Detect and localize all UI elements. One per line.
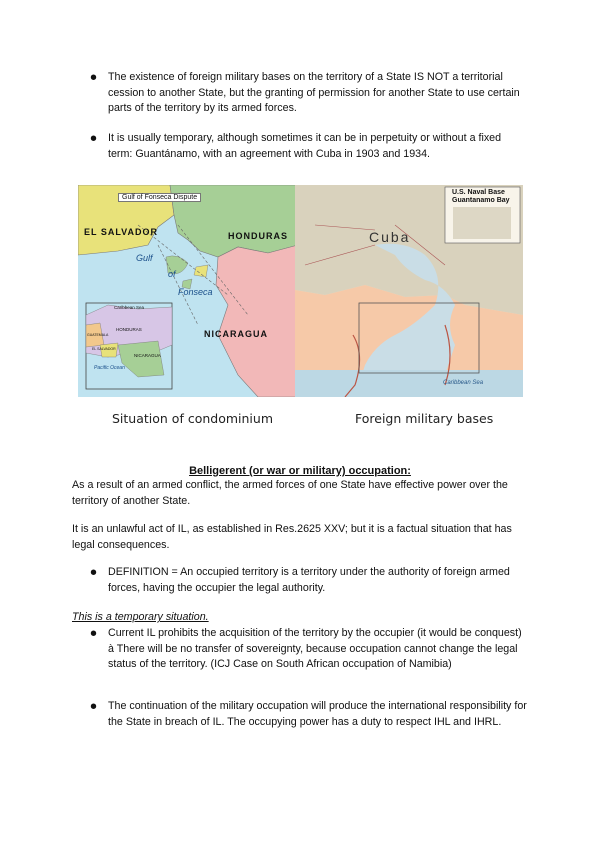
bullet-definition: DEFINITION = An occupied territory is a territory under the authority of foreign armed forces, having the occupier the legal authority. [108, 566, 510, 594]
paragraph-armed-conflict: As a result of an armed conflict, the armed forces of one State have effective power over the territory of another State. [72, 479, 508, 507]
caption-condominium: Situation of condominium [112, 411, 273, 426]
bullet-dot: • [90, 562, 98, 584]
gulf-of-fonseca-map [78, 185, 298, 397]
label-cuba: Cuba [369, 229, 411, 245]
temporary-situation: This is a temporary situation. [72, 611, 209, 623]
bullet-temporary: It is usually temporary, although sometimes it can be in perpetuity or without a fixed term: Guantánamo, with an agreement with Cuba in 1903 and 1934. [108, 132, 502, 160]
inset-nicaragua: NICARAGUA [134, 353, 161, 358]
label-gulf: Gulf [136, 253, 153, 263]
caption-military-bases: Foreign military bases [355, 411, 494, 426]
naval-base-title-line2: Guantanamo Bay [452, 197, 510, 204]
bullet-acquisition: Current IL prohibits the acquisition of the territory by the occupier (it would be conquest) à There will be no transfer of sovereignty, because occupation cannot change the legal status of the territory. (ICJ Case on South African occupation of Namibia) [108, 627, 522, 670]
inset-honduras: HONDURAS [116, 327, 142, 332]
inset-pacific: Pacific Ocean [94, 365, 125, 371]
label-of: of [168, 269, 176, 279]
section-heading: Belligerent (or war or military) occupation: [189, 465, 411, 477]
bullet-military-bases: The existence of foreign military bases on the territory of a State IS NOT a territorial cession to another State, but the granting of permission for another State to use certain parts of the territory by its armed forces. [108, 71, 520, 114]
guantanamo-map [295, 185, 523, 397]
naval-base-title [452, 189, 510, 205]
label-honduras: HONDURAS [228, 231, 289, 241]
bullet-responsibility: The continuation of the military occupation will produce the international responsibility for the State in breach of IL. The occupying power has a duty to respect IHL and IHRL. [108, 700, 527, 728]
bullet-dot: • [90, 67, 98, 89]
inset-caribbean: Caribbean Sea [114, 305, 145, 310]
bullet-dot: • [90, 696, 98, 718]
inset-guatemala: GUATEMALA [87, 333, 109, 337]
bullet-dot: • [90, 128, 98, 150]
label-caribbean-sea: Caribbean Sea [443, 380, 484, 386]
label-el-salvador: EL SALVADOR [84, 227, 159, 237]
label-nicaragua: NICARAGUA [204, 329, 268, 339]
naval-base-title-line1: U.S. Naval Base [452, 189, 505, 196]
label-fonseca: Fonseca [178, 287, 213, 297]
inset-el-salvador: EL SALVADOR [92, 347, 116, 351]
bullet-dot: • [90, 623, 98, 645]
paragraph-unlawful-act: It is an unlawful act of IL, as established in Res.2625 XXV; but it is a factual situation that has legal consequences. [72, 523, 512, 551]
map-title: Gulf of Fonseca Dispute [118, 193, 201, 202]
